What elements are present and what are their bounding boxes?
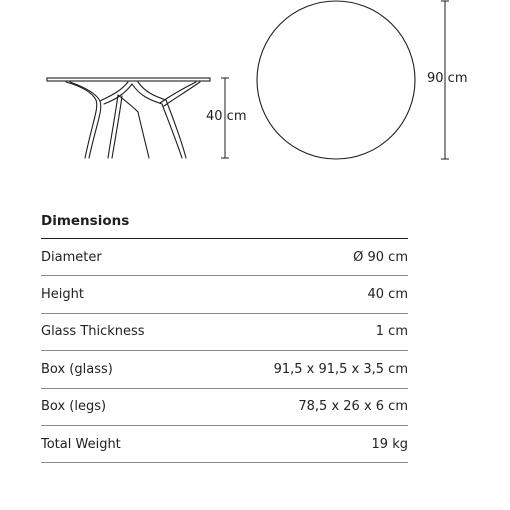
spec-label: Box (legs) (41, 399, 107, 415)
table-side-view (47, 78, 210, 158)
spec-label: Diameter (41, 249, 102, 265)
spec-label: Total Weight (41, 436, 121, 452)
spec-value: 19 kg (371, 436, 408, 452)
spec-row-total-weight (41, 426, 408, 463)
spec-row-height (41, 276, 408, 313)
spec-row-diameter (41, 239, 408, 276)
spec-row-box-legs (41, 389, 408, 426)
spec-value: 78,5 x 26 x 6 cm (298, 399, 408, 415)
spec-row-box-glass (41, 351, 408, 388)
spec-row-glass-thickness (41, 314, 408, 351)
table-legs (66, 82, 200, 158)
spec-label: Glass Thickness (41, 324, 145, 340)
spec-value: 1 cm (375, 324, 408, 340)
height-dimension-label: 40 cm (206, 109, 247, 124)
dimensions-heading: Dimensions (41, 213, 130, 229)
spec-label: Box (glass) (41, 361, 113, 377)
spec-value: Ø 90 cm (353, 249, 408, 265)
dimensions-table (41, 212, 408, 463)
spec-value: 91,5 x 91,5 x 3,5 cm (273, 361, 408, 377)
glass-top-plan-view (257, 1, 415, 159)
spec-label: Height (41, 287, 84, 303)
glass-top-side (47, 78, 210, 81)
spec-value: 40 cm (367, 287, 408, 303)
diameter-dimension-label: 90 cm (427, 71, 468, 86)
technical-drawing (0, 0, 510, 200)
